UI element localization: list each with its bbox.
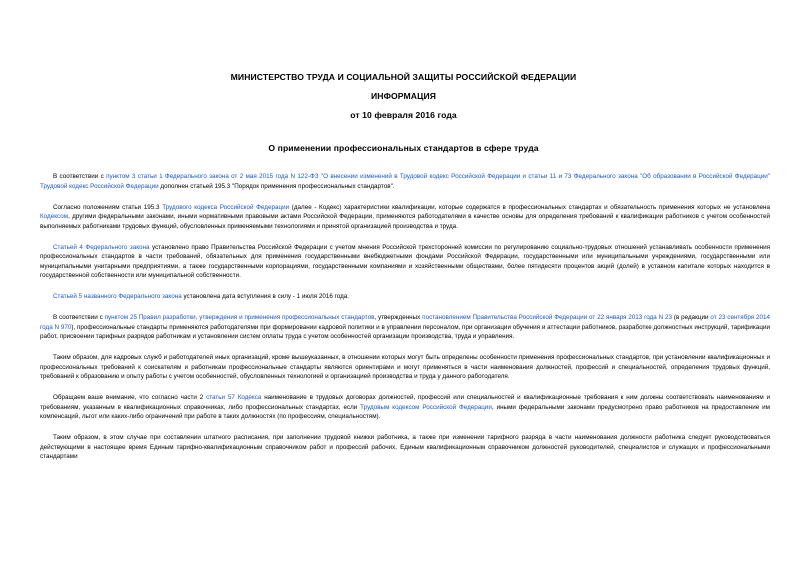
legal-reference-link[interactable]: пунктом 3 статьи 1 Федерального закона от 2 мая 2015 года N 122-ФЗ "О внесении изменений в Трудовой кодекс Российской Федерации и статьи 11 и 73 Федерального закона "Об образовании в Российской Федерации" Трудовой кодекс Российской Федерации: [40, 173, 771, 190]
paragraph: [40, 353, 770, 382]
paragraph-text: Согласно положениям статьи 195.3: [53, 203, 163, 211]
paragraph-text: наименование в трудовых договорах должностей, профессий или специальностей и квалификационные требования к ним должны соответствовать наименованиям и требованиям, указанным в квалификационных справочниках, либо профессиональных стандартах, если: [40, 394, 771, 411]
legal-reference-link[interactable]: статьи 57 Кодекса: [206, 394, 262, 401]
legal-reference-link[interactable]: постановлением Правительства Российской Федерации от 22 января 2013 года N 23: [422, 314, 673, 321]
paragraph: [40, 243, 770, 281]
legal-reference-link[interactable]: пунктом 25 Правил разработки, утверждения и применения профессиональных стандартов: [104, 314, 375, 321]
paragraph-text: В соответствии с: [53, 314, 105, 321]
paragraph-text: , иными федеральными законами предусмотрено право работников на предоставление им компенсаций, льгот или каких-либо ограничений при работе в таких должностях (по профессиям, специальностям).: [40, 403, 770, 420]
paragraph-text: дополнен статьей 195.3 "Порядок применения профессиональных стандартов".: [158, 182, 395, 190]
paragraph-text: , другими федеральными законами, иными нормативными правовыми актами Российской Федерации, применяются работодателями в качестве основы для определения требований к квалификации работников с учетом особенностей выполняемых работниками трудовых функций, обусловленных применяемыми технологиями и принятой организацией производства и труда.: [40, 213, 770, 230]
paragraph: [40, 393, 770, 422]
paragraph: [40, 313, 770, 342]
paragraph-text: В соответствии с: [53, 173, 107, 180]
legal-reference-link[interactable]: от 23 сентября 2014 года N 970: [40, 314, 771, 331]
paragraph-text: Таким образом, для кадровых служб и работодателей иных организаций, кроме вышеуказанных, в отношении которых могут быть определены особенности применения профессиональных стандартов, при установлении квалификационных и профессиональных требований к соискателям и работникам профессиональные стандарты являются ориентирами и могут применяться в части наименования должностей, профессий и специальностей, определения трудовых функций, требований к образованию и опыту работы с учетом особенностей, обусловленных технологией и организацией производства и труда у данного работодателя.: [40, 354, 770, 380]
paragraph-text: (далее - Кодекс) характеристики квалификации, которые содержатся в профессиональных стандартах и обязательность применения которых не установлена: [289, 203, 770, 211]
paragraph-text: ), профессиональные стандарты применяются работодателями при формировании кадровой политики и в управлении персоналом, при организации обучения и аттестации работников, разработке должностных инструкций, тарификации работ, присвоении тарифных разрядов работникам и установлении систем оплаты труда с учетом особенностей организации производства, труда и управления.: [40, 323, 770, 340]
paragraph: [40, 203, 770, 232]
document-type: ИНФОРМАЦИЯ: [370, 91, 437, 101]
paragraph: [40, 433, 770, 462]
paragraph-text: Таким образом, в этом случае при составлении штатного расписания, при заполнении трудовой книжки работника, а также при изменении тарифного разряда в части наименования должности работника следует руководствоваться действующими в настоящее время Единым тарифно-квалификационным справочником работ и профессий рабочих, Единым квалификационным справочником должностей руководителей, специалистов и служащих и профессиональными стандартами: [40, 434, 770, 460]
paragraph-text: , утвержденных: [374, 314, 423, 321]
document-subject: О применении профессиональных стандартов в сфере труда: [268, 143, 539, 153]
legal-reference-link[interactable]: Статьей 4 Федерального закона: [53, 243, 150, 251]
paragraph-text: Обращаем ваше внимание, что согласно части 2: [53, 394, 207, 401]
document-body: [40, 172, 770, 473]
document-date: от 10 февраля 2016 года: [350, 110, 457, 120]
paragraph-text: установлена дата вступления в силу - 1 июля 2016 года.: [181, 293, 350, 300]
legal-reference-link[interactable]: Трудовым кодексом Российской Федерации: [360, 403, 492, 411]
paragraph-text: (в редакции: [672, 314, 711, 321]
ministry-heading: МИНИСТЕРСТВО ТРУДА И СОЦИАЛЬНОЙ ЗАЩИТЫ РОССИЙСКОЙ ФЕДЕРАЦИИ: [230, 72, 577, 82]
legal-reference-link[interactable]: Кодексом: [40, 213, 69, 220]
legal-reference-link[interactable]: Трудового кодекса Российской Федерации: [162, 203, 290, 211]
paragraph: [40, 172, 770, 191]
legal-reference-link[interactable]: Статьей 5 названного Федерального закона: [53, 293, 182, 300]
paragraph: [40, 292, 770, 302]
paragraph-text: установлено право Правительства Российской Федерации с учетом мнения Российской трехсторонней комиссии по регулированию социально-трудовых отношений устанавливать особенности применения профессиональных стандартов в части требований, обязательных для применения государственными внебюджетными фондами Российской Федерации, государственными или муниципальными учреждениями, государственными или муниципальными унитарными предприятиями, а также государственными корпорациями, государственными компаниями и хозяйственными обществами, более пятидесяти процентов акций (долей) в уставном капитале которых находится в государственной собственности или муниципальной собственности.: [40, 243, 770, 279]
